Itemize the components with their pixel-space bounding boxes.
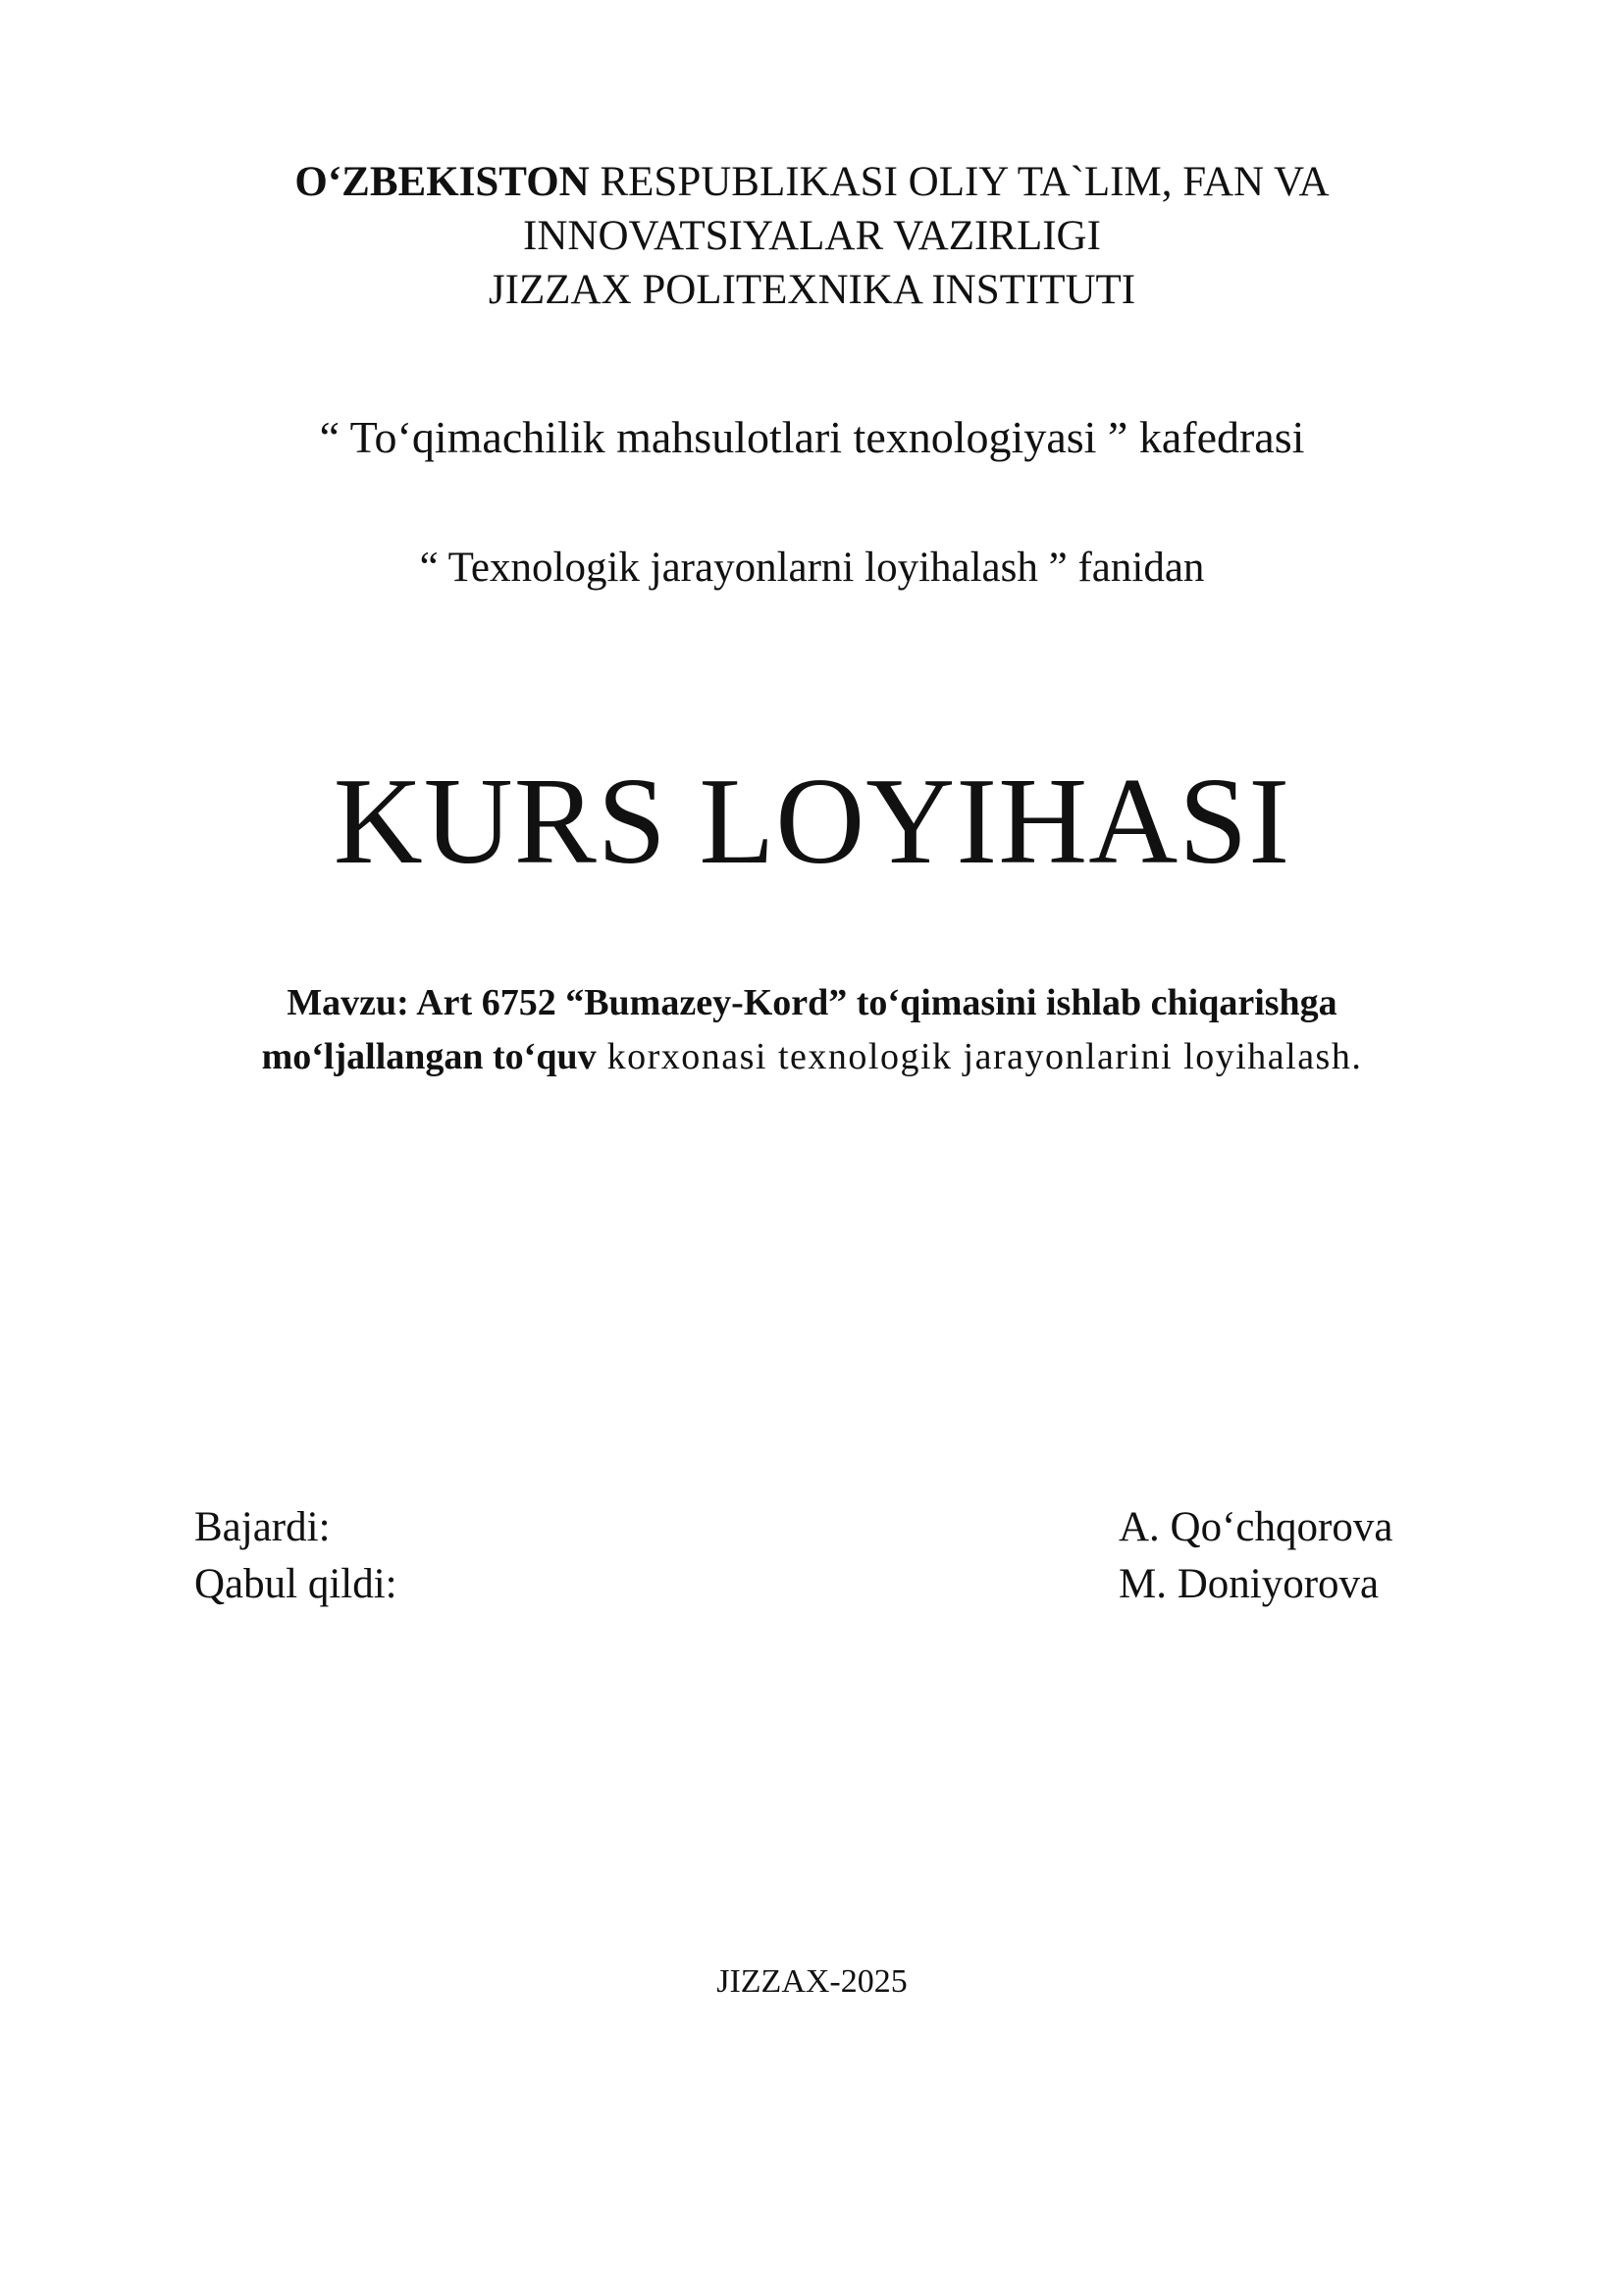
topic-block [0,976,1624,1084]
country-name: O‘ZBEKISTON [294,159,590,205]
topic-line-2-rest: korxonasi texnologik jarayonlarini loyihalash. [596,1036,1363,1077]
department-name: “ To‘qimachilik mahsulotlari texnologiyasi ” kafedrasi [319,412,1305,462]
city-year: JIZZAX-2025 [716,1963,908,2000]
ministry-line-2: INNOVATSIYALAR VAZIRLIGI [523,213,1101,259]
performed-label: Bajardi: [194,1504,331,1550]
ministry-heading [0,155,1624,317]
topic-line-2-bold: mo‘ljallangan to‘quv [261,1036,597,1077]
performed-name: A. Qo‘chqorova [1119,1504,1393,1550]
accepted-label: Qabul qildi: [194,1561,397,1607]
accepted-name: M. Doniyorova [1119,1561,1380,1607]
ministry-line-1-rest: RESPUBLIKASI OLIY TA`LIM, FAN VA [589,159,1330,205]
institute-name: JIZZAX POLITEXNIKA INSTITUTI [488,267,1136,313]
topic-line-1 [0,976,1624,1030]
topic-line-2 [0,1030,1624,1084]
document-title: KURS LOYIHASI [333,754,1291,890]
ministry-line-1 [0,155,1624,209]
subject-name: “ Texnologik jarayonlarni loyihalash ” fanidan [419,545,1205,591]
topic-line-1-text: Mavzu: Art 6752 “Bumazey-Kord” to‘qimasini ishlab chiqarishga [287,982,1337,1023]
